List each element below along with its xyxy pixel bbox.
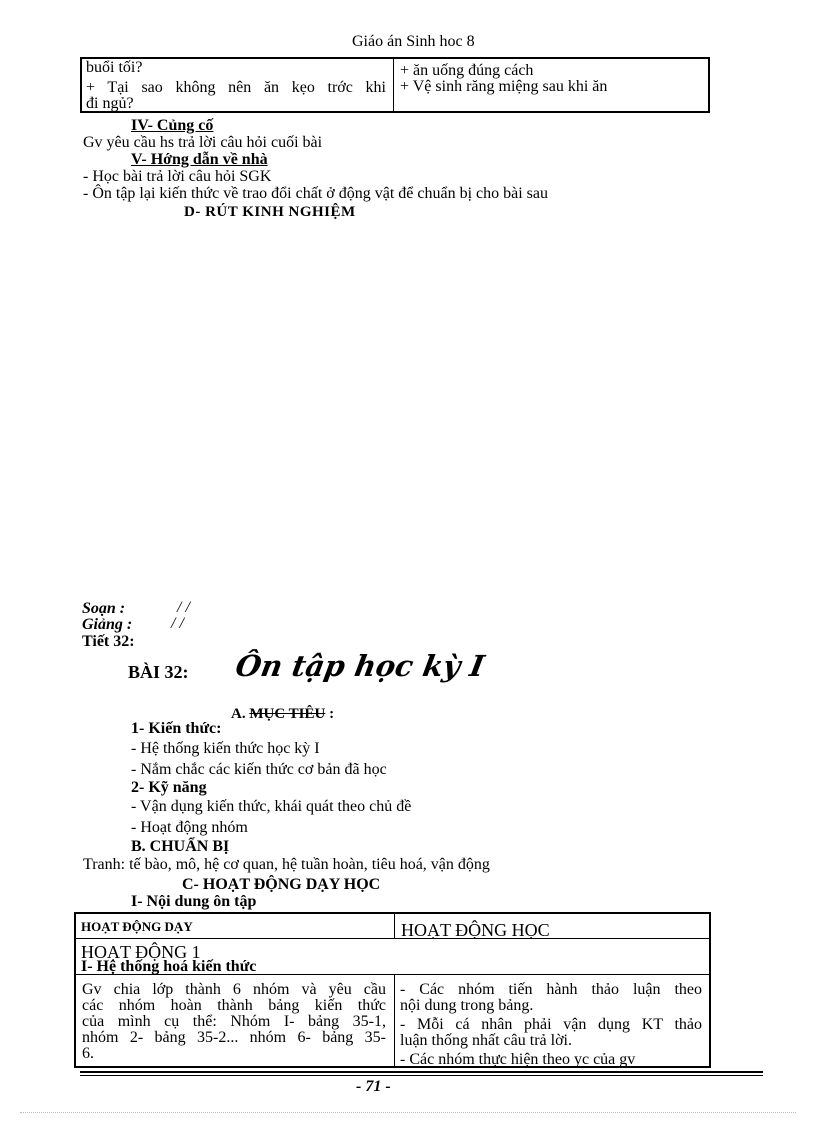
table-cell-right-line: + Vệ sinh răng miệng sau khi ăn xyxy=(400,78,608,95)
column-header-learning: HOẠT ĐỘNG HỌC xyxy=(401,920,550,940)
guide-item: - Ôn tập lại kiến thức về trao đổi chất ở động vật để chuẩn bị cho bài sau xyxy=(83,185,548,202)
page-number: - 71 - xyxy=(356,1078,391,1095)
page-edge-dotted-rule xyxy=(20,1112,796,1113)
preparation-line: Tranh: tế bào, mô, hệ cơ quan, hệ tuần hoàn, tiêu hoá, vận động xyxy=(83,856,490,873)
teaching-text-line: nhóm 2- bảng 35-2... nhóm 6- bảng 35- xyxy=(82,1029,386,1046)
activity-table xyxy=(74,912,711,1068)
teaching-text-line: của mình cụ thể: Nhóm I- bảng 35-1, xyxy=(82,1013,386,1030)
guide-heading: V- Hớng dẫn về nhà xyxy=(131,151,268,168)
footer-rule xyxy=(80,1075,763,1076)
activity-title: HOẠT ĐỘNG 1 xyxy=(81,942,201,962)
header-row-divider xyxy=(76,938,709,939)
lesson-title: Ôn tập học kỳ I xyxy=(233,649,487,683)
learning-text-line: - Mỗi cá nhân phải vận dụng KT thảo xyxy=(400,1016,702,1033)
lesson-period: Tiết 32: xyxy=(82,633,135,650)
learning-text-line: nội dung trong bảng. xyxy=(400,997,534,1014)
table-cell-left-line: đi ngủ? xyxy=(86,95,134,112)
activities-subheading: I- Nội dung ôn tập xyxy=(131,893,257,910)
footer-rule xyxy=(80,1071,763,1073)
activity-subtitle: I- Hệ thống hoá kiến thức xyxy=(81,958,257,975)
table-cell-left-line: + Tại sao không nên ăn kẹo trớc khi xyxy=(86,79,386,96)
teaching-text-line: 6. xyxy=(82,1045,94,1062)
lesson-number: BÀI 32: xyxy=(128,662,189,682)
knowledge-item: - Hệ thống kiến thức học kỳ I xyxy=(131,740,320,757)
table-cell-left-line: buổi tối? xyxy=(86,59,143,76)
learning-text-line: - Các nhóm thực hiện theo yc của gv xyxy=(400,1051,636,1068)
guide-item: - Học bài trả lời câu hỏi SGK xyxy=(83,168,272,185)
teaching-text-line: các nhóm hoàn thành bảng kiến thức xyxy=(82,997,386,1014)
column-header-teaching: HOẠT ĐỘNG DẠY xyxy=(81,919,193,934)
skills-item: - Vận dụng kiến thức, khái quát theo chủ đề xyxy=(131,798,412,815)
experience-heading: D- RÚT KINH NGHIỆM xyxy=(184,204,356,220)
continuation-table xyxy=(80,57,710,113)
learning-text-line: luận thống nhất câu trả lời. xyxy=(400,1032,572,1049)
knowledge-item: - Nắm chắc các kiến thức cơ bản đã học xyxy=(131,761,387,778)
skills-heading: 2- Kỹ năng xyxy=(131,779,207,796)
table-column-divider xyxy=(393,59,394,111)
page-header-title: Giáo án Sinh hoc 8 xyxy=(352,33,475,50)
objectives-heading-suffix: : xyxy=(325,706,335,722)
giang-label: Giảng : xyxy=(82,616,133,633)
table-cell-right-line: + ăn uống đúng cách xyxy=(400,62,534,79)
header-column-divider xyxy=(394,914,395,938)
teaching-text-line: Gv chia lớp thành 6 nhóm và yêu cầu xyxy=(82,981,386,998)
learning-text-line: - Các nhóm tiến hành thảo luận theo xyxy=(400,981,702,998)
objectives-heading-prefix: A. xyxy=(231,706,250,722)
soan-value: / / xyxy=(177,599,190,616)
soan-label: Soạn : xyxy=(82,600,126,617)
review-heading: IV- Củng cố xyxy=(131,117,214,134)
body-column-divider xyxy=(394,974,395,1066)
activities-heading: C- HOẠT ĐỘNG DẠY HỌC xyxy=(182,876,381,893)
objectives-heading xyxy=(231,707,334,722)
review-line: Gv yêu cầu hs trả lời câu hỏi cuối bài xyxy=(83,134,323,151)
preparation-heading: B. CHUẨN BỊ xyxy=(131,838,230,855)
objectives-heading-main: MỤC TIÊU xyxy=(249,706,326,722)
knowledge-heading: 1- Kiến thức: xyxy=(131,720,222,737)
giang-value: / / xyxy=(171,615,184,632)
skills-item: - Hoạt động nhóm xyxy=(131,819,248,836)
